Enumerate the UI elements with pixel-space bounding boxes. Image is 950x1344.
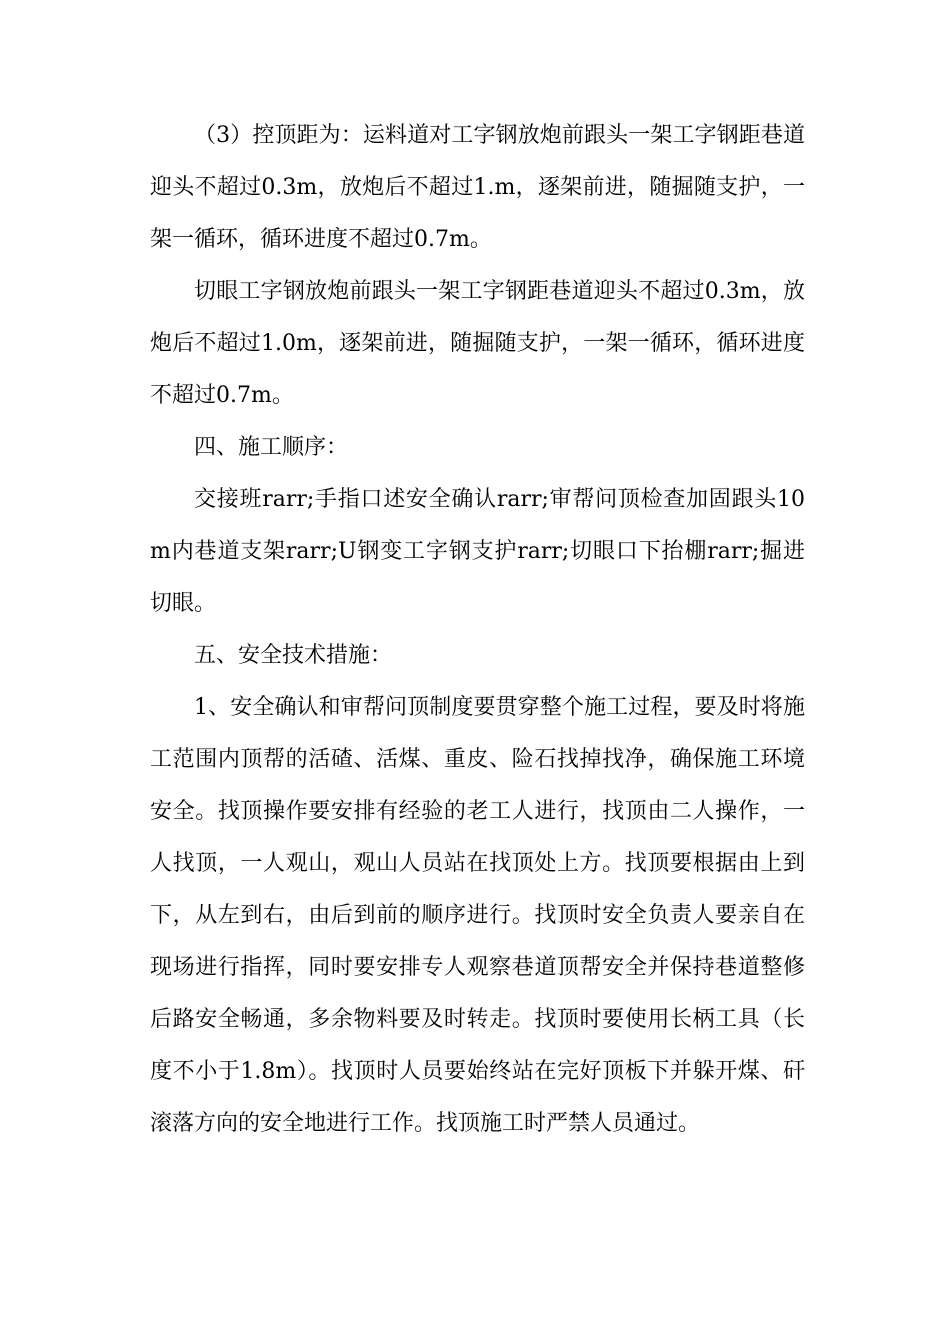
heading-construction-sequence: 四、施工顺序： <box>194 435 349 460</box>
paragraph-cut-eye-steel: 切眼工字钢放炮前跟头一架工字钢距巷道迎头不超过0.3m，放炮后不超过1.0m，逐架前进，随掘随支护，一架一循环，循环进度不超过0.7m。 <box>150 279 805 408</box>
heading-safety-measures: 五、安全技术措施： <box>194 643 393 668</box>
paragraph-sequence-steps: 交接班rarr;手指口述安全确认rarr;审帮问顶检查加固跟头10m内巷道支架rarr;U钢变工字钢支护rarr;切眼口下抬棚rarr;掘进切眼。 <box>150 487 805 616</box>
document-body <box>150 110 805 1150</box>
paragraph-safety-measure-1: 1、安全确认和审帮问顶制度要贯穿整个施工过程，要及时将施工范围内顶帮的活碴、活煤、重皮、险石找掉找净，确保施工环境安全。找顶操作要安排有经验的老工人进行，找顶由二人操作，一人找顶，一人观山，观山人员站在找顶处上方。找顶要根据由上到下，从左到右，由后到前的顺序进行。找顶时安全负责人要亲自在现场进行指挥，同时要安排专人观察巷道顶帮安全并保持巷道整修后路安全畅通，多余物料要及时转走。找顶时要使用长柄工具（长度不小于1.8m）。找顶时人员要始终站在完好顶板下并躲开煤、矸滚落方向的安全地进行工作。找顶施工时严禁人员通过。 <box>150 695 805 1136</box>
paragraph-roof-control-distance: （3）控顶距为：运料道对工字钢放炮前跟头一架工字钢距巷道迎头不超过0.3m，放炮后不超过1.m，逐架前进，随掘随支护，一架一循环，循环进度不超过0.7m。 <box>150 123 805 252</box>
